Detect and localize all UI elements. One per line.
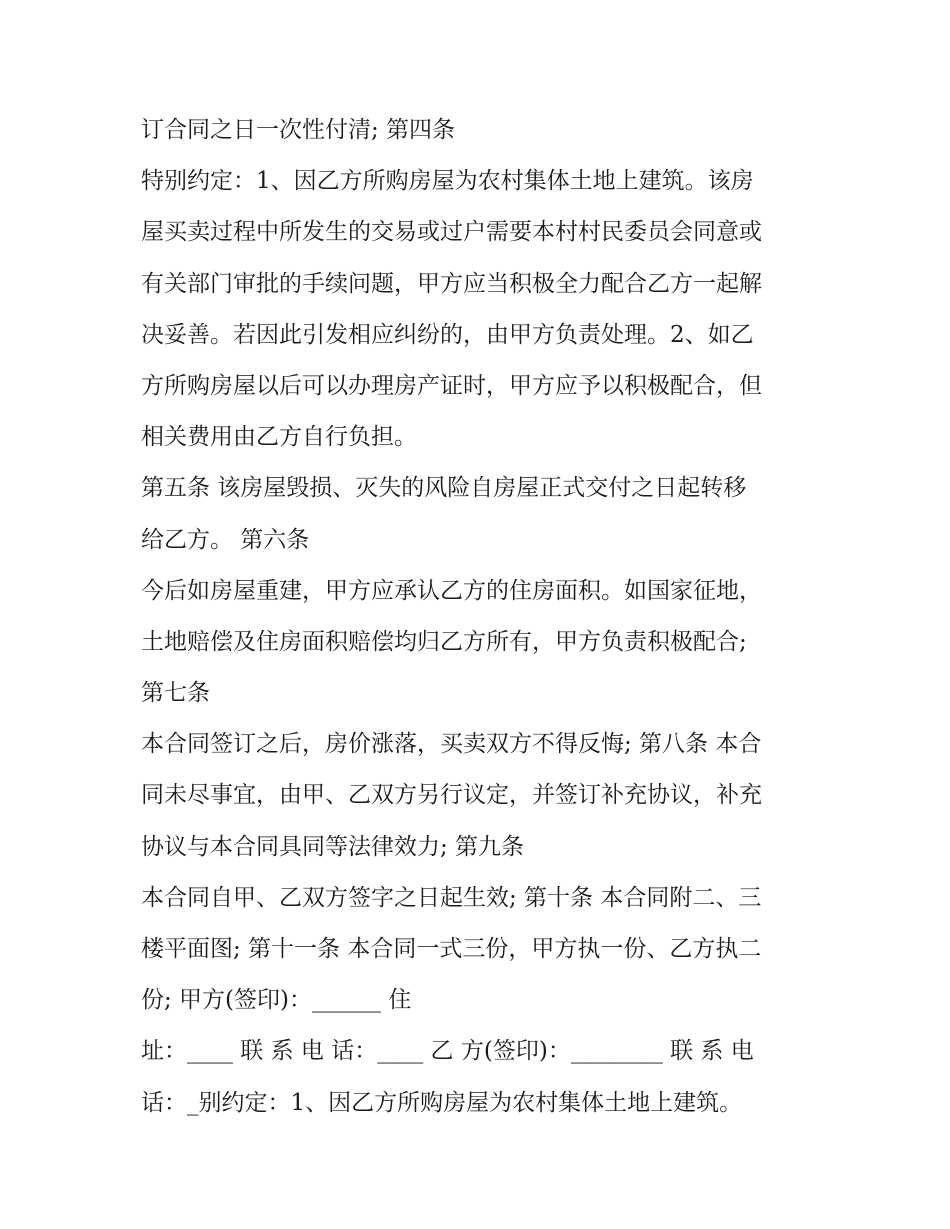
text-line: 协议与本合同具同等法律效力; 第九条 xyxy=(141,833,525,860)
text-line: 今后如房屋重建，甲方应承认乙方的住房面积。如国家征地， xyxy=(141,577,762,604)
text-line: 屋买卖过程中所发生的交易或过户需要本村村民委员会同意或 xyxy=(141,219,762,246)
text-line: 本合同签订之后，房价涨落，买卖双方不得反悔; 第八条 本合 xyxy=(141,731,762,758)
text-line: 楼平面图; 第十一条 本合同一式三份，甲方执一份、乙方执二 xyxy=(141,936,762,962)
text-line: 第五条 该房屋毁损、灭失的风险自房屋正式交付之日起转移 xyxy=(141,475,747,502)
text-line: 话：_别约定：1、因乙方所购房屋为农村集体土地上建筑。 xyxy=(141,1089,743,1116)
contract-body-text xyxy=(141,105,821,1129)
text-line: 有关部门审批的手续问题，甲方应当积极全力配合乙方一起解 xyxy=(141,270,762,297)
text-line: 决妥善。若因此引发相应纠纷的，由甲方负责处理。2、如乙 xyxy=(141,321,754,348)
text-line: 方所购房屋以后可以办理房产证时，甲方应予以积极配合，但 xyxy=(141,372,762,399)
text-line: 订合同之日一次性付清; 第四条 xyxy=(141,117,456,143)
text-line: 第七条 xyxy=(141,680,210,707)
text-line: 址：____ 联 系 电 话：____ 乙 方(签印)：________ 联 系 电 xyxy=(141,1038,754,1065)
text-line: 相关费用由乙方自行负担。 xyxy=(141,424,417,451)
text-line: 土地赔偿及住房面积赔偿均归乙方所有，甲方负责积极配合; xyxy=(141,628,747,655)
text-line: 特别约定：1、因乙方所购房屋为农村集体土地上建筑。该房 xyxy=(141,168,754,195)
text-line: 份; 甲方(签印)：______ 住 xyxy=(141,987,412,1014)
text-line: 给乙方。 第六条 xyxy=(141,526,310,553)
text-line: 本合同自甲、乙双方签字之日起生效; 第十条 本合同附二、三 xyxy=(141,884,762,911)
text-line: 同未尽事宜，由甲、乙双方另行议定，并签订补充协议，补充 xyxy=(141,782,762,809)
